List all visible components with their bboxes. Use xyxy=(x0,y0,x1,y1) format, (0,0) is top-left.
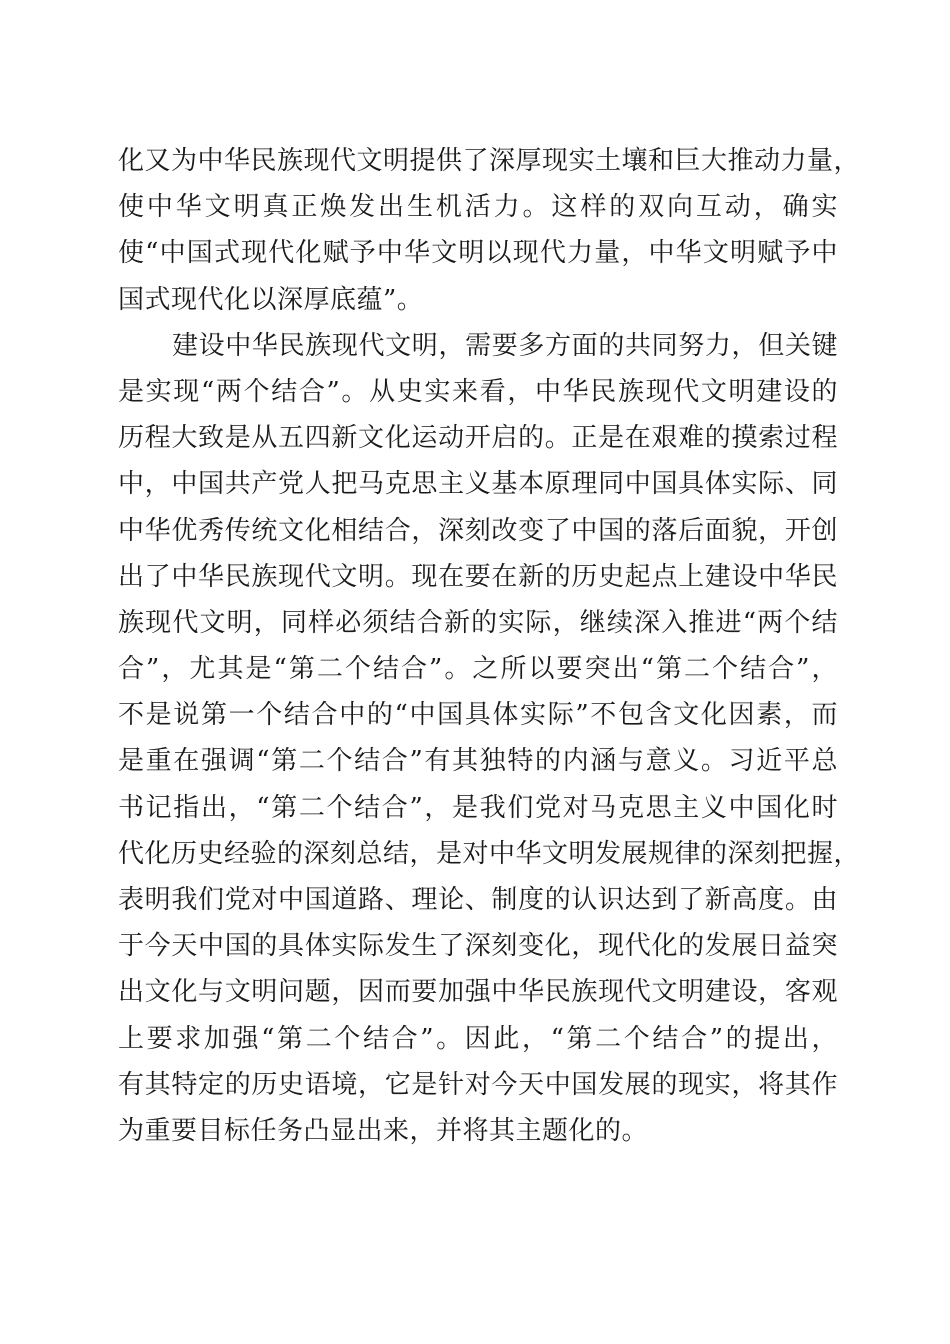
text-line: 使中华文明真正焕发出生机活力。这样的双向互动，确实 xyxy=(118,192,838,223)
text-line: 出了中华民族现代文明。现在要在新的历史起点上建设中华民 xyxy=(118,561,838,592)
text-line: 有其特定的历史语境，它是针对今天中国发展的现实，将其作 xyxy=(118,1069,838,1100)
text-line: 国式现代化以深厚底蕴”。 xyxy=(118,284,424,315)
text-line: 表明我们党对中国道路、理论、制度的认识达到了新高度。由 xyxy=(118,885,838,915)
text-line: 于今天中国的具体实际发生了深刻变化，现代化的发展日益突 xyxy=(118,931,838,962)
paragraph-2 xyxy=(118,323,861,1154)
text-line: 中华优秀传统文化相结合，深刻改变了中国的落后面貌，开创 xyxy=(118,515,838,546)
text-line: 不是说第一个结合中的“中国具体实际”不包含文化因素，而 xyxy=(118,700,838,731)
text-line: 合”，尤其是“第二个结合”。之所以要突出“第二个结合”， xyxy=(118,654,838,685)
text-line: 化又为中华民族现代文明提供了深厚现实土壤和巨大推动力量， xyxy=(118,146,861,176)
text-line: 建设中华民族现代文明，需要多方面的共同努力，但关键 xyxy=(172,330,838,361)
text-line: 代化历史经验的深刻总结，是对中华文明发展规律的深刻把握， xyxy=(118,838,861,869)
text-line: 历程大致是从五四新文化运动开启的。正是在艰难的摸索过程 xyxy=(118,423,838,454)
text-line: 使“中国式现代化赋予中华文明以现代力量，中华文明赋予中 xyxy=(118,238,838,269)
body-text xyxy=(118,138,861,1154)
text-line: 中，中国共产党人把马克思主义基本原理同中国具体实际、同 xyxy=(118,469,838,500)
text-line: 是实现“两个结合”。从史实来看，中华民族现代文明建设的 xyxy=(118,376,838,407)
text-line: 上要求加强“第二个结合”。因此，“第二个结合”的提出， xyxy=(118,1023,838,1054)
text-line: 是重在强调“第二个结合”有其独特的内涵与意义。习近平总 xyxy=(118,746,838,777)
paragraph-1 xyxy=(118,138,861,323)
text-line: 族现代文明，同样必须结合新的实际，继续深入推进“两个结 xyxy=(118,607,838,638)
text-line: 书记指出，“第二个结合”，是我们党对马克思主义中国化时 xyxy=(118,792,838,823)
text-line: 出文化与文明问题，因而要加强中华民族现代文明建设，客观 xyxy=(118,977,838,1008)
text-line: 为重要目标任务凸显出来，并将其主题化的。 xyxy=(118,1115,649,1146)
